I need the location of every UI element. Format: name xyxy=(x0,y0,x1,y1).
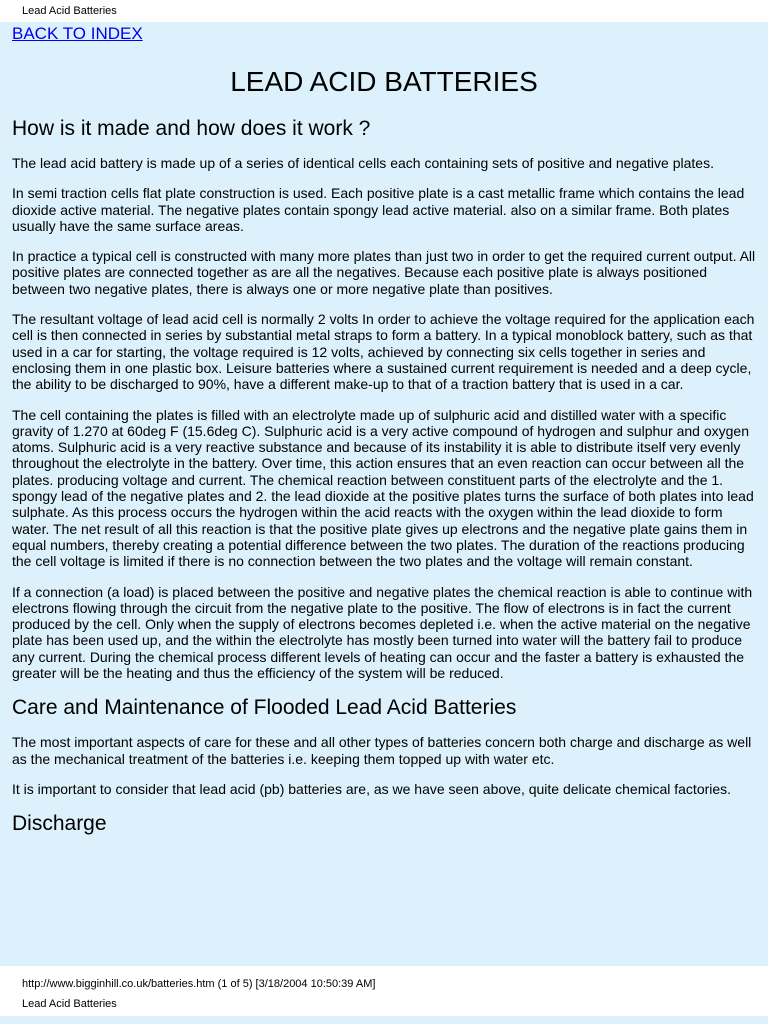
footer-title: Lead Acid Batteries xyxy=(22,998,117,1010)
paragraph: In practice a typical cell is constructed with many more plates than just two in order to get the required current output. All positive plates are connected together as are all the negatives. Because each positive plate is always positioned between two negative plates, there is always one or more negative plate than positives. xyxy=(12,248,756,297)
section-heading-how-it-works: How is it made and how does it work ? xyxy=(12,117,371,140)
paragraph: The lead acid battery is made up of a series of identical cells each containing sets of positive and negative plates. xyxy=(12,155,714,171)
page-content xyxy=(0,22,768,966)
section-heading-discharge: Discharge xyxy=(12,812,107,836)
article-body xyxy=(12,116,757,850)
paragraph: The resultant voltage of lead acid cell is normally 2 volts In order to achieve the voltage required for the application each cell is then connected in series by substantial metal straps to form a battery. In a typical monoblock battery, such as that used in a car for starting, the voltage required is 12 volts, achieved by connecting six cells together in series and enclosing them in one plastic box. Leisure batteries where a sustained current requirement is needed and a deep cycle, the ability to be discharged to 90%, have a different make-up to that of a traction battery that is used in a car. xyxy=(12,311,755,393)
paragraph: The most important aspects of care for these and all other types of batteries concern both charge and discharge as well as the mechanical treatment of the batteries i.e. keeping them topped up with water etc. xyxy=(12,734,752,767)
paragraph: In semi traction cells flat plate construction is used. Each positive plate is a cast metallic frame which contains the lead dioxide active material. The negative plates contain spongy lead active material. also on a similar frame. Both plates usually have the same surface areas. xyxy=(12,185,745,234)
footer-url: http://www.bigginhill.co.uk/batteries.htm (1 of 5) [3/18/2004 10:50:39 AM] xyxy=(22,978,376,990)
print-header-title: Lead Acid Batteries xyxy=(22,5,117,17)
paragraph: It is important to consider that lead acid (pb) batteries are, as we have seen above, quite delicate chemical factories. xyxy=(12,780,732,797)
paragraph: The cell containing the plates is filled with an electrolyte made up of sulphuric acid and distilled water with a specific gravity of 1.270 at 60deg F (15.6deg C). Sulphuric acid is a very active compound of hydrogen and sulphur and oxygen atoms. Sulphuric acid is a very reactive substance and because of its instability it is able to distribute itself very evenly throughout the electrolyte in the battery. Over time, this action ensures that an even reaction can occur between all the plates. producing voltage and current. The chemical reaction between constituent parts of the electrolyte and the 1. spongy lead of the negative plates and 2. the lead dioxide at the positive plates turns the surface of both plates into lead sulphate. As this process occurs the hydrogen within the acid reacts with the oxygen within the lead dioxide to form water. The net result of all this reaction is that the positive plate gives up electrons and the negative plate gains them in equal numbers, thereby creating a potential difference between the two plates. The duration of the reactions producing the cell voltage is limited if there is no connection between the two plates and the voltage will remain constant. xyxy=(12,406,754,570)
section-heading-care-maintenance: Care and Maintenance of Flooded Lead Acid Batteries xyxy=(12,696,517,720)
paragraph: If a connection (a load) is placed between the positive and negative plates the chemical reaction is able to continue with electrons flowing through the circuit from the negative plate to the positive. The flow of electrons is in fact the current produced by the cell. Only when the supply of electrons becomes depleted i.e. when the active material on the negative plate has been used up, and the within the electrolyte has mostly been turned into water will the battery fail to produce any current. During the chemical process different levels of heating can occur and the faster a battery is exhausted the greater will be the heating and thus the efficiency of the system will be reduced. xyxy=(12,583,753,682)
back-to-index-link[interactable]: BACK TO INDEX xyxy=(12,24,143,43)
print-header xyxy=(0,0,768,22)
page-title: LEAD ACID BATTERIES xyxy=(230,66,538,97)
next-page-edge xyxy=(0,1016,768,1024)
